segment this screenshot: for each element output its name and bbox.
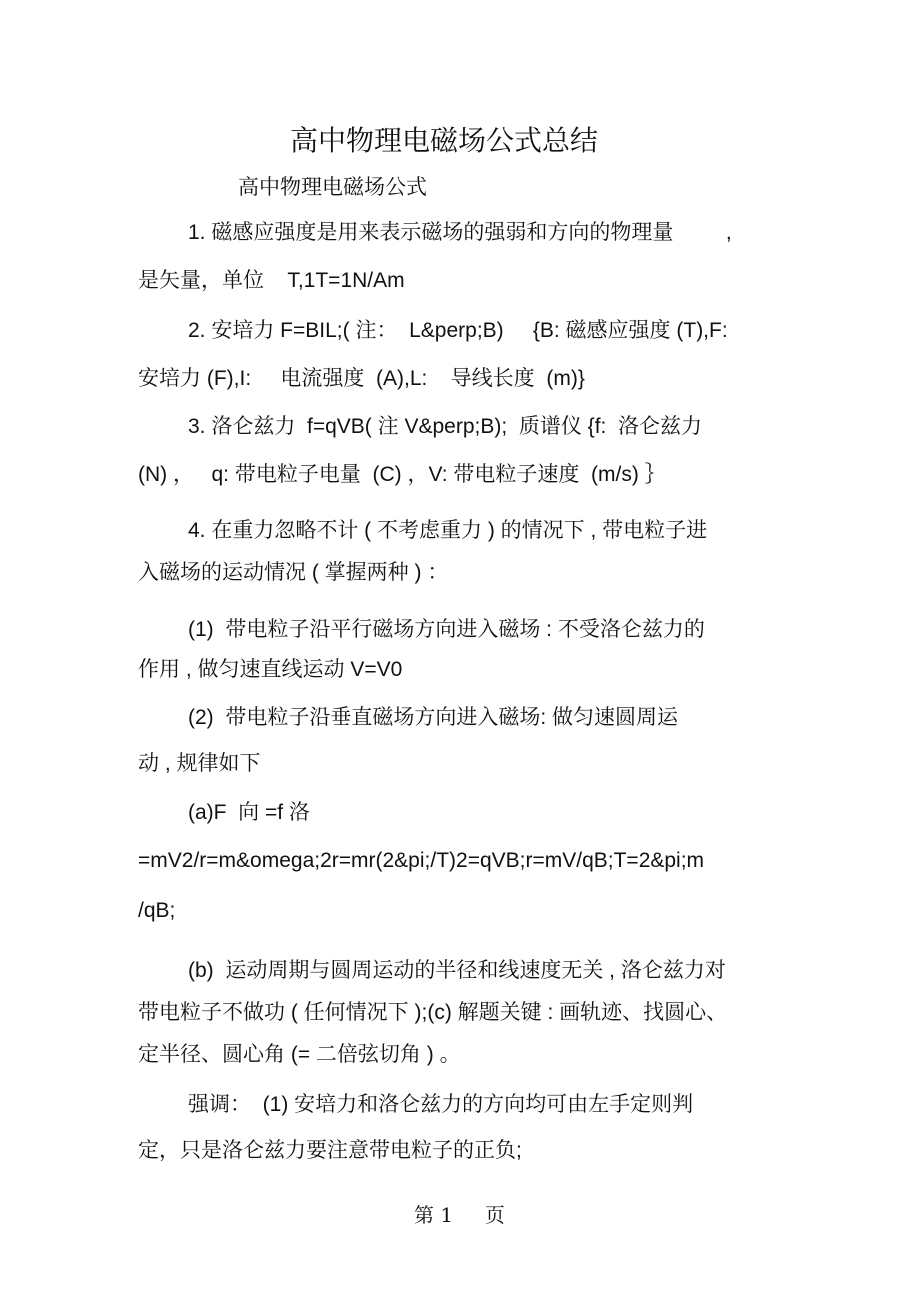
text-line: 4. 在重力忽略不计 ( 不考虑重力 ) 的情况下 , 带电粒子进 (188, 519, 708, 542)
text-line: 带电粒子不做功 ( 任何情况下 );(c) 解题关键 : 画轨迹、找圆心、 (138, 1001, 728, 1024)
text-line: 是矢量，单位 T,1T=1N/Am (138, 269, 405, 292)
text-line: 2. 安培力 F=BIL;( 注： L&perp;B) {B: 磁感应强度 (T),F: (188, 319, 728, 342)
text-line: =mV2/r=m&omega;2r=mr(2&pi;/T)2=qVB;r=mV/qB;T=2&pi;m (138, 849, 705, 872)
document-title: 高中物理电磁场公式总结 (290, 124, 599, 157)
text-line: (N) ， q: 带电粒子电量 (C) ，V: 带电粒子速度 (m/s) ｝ (138, 463, 666, 486)
text-line: 定，只是洛仑兹力要注意带电粒子的正负; (138, 1139, 522, 1162)
text-line: 强调： (1) 安培力和洛仑兹力的方向均可由左手定则判 (188, 1093, 694, 1116)
text-line: (2) 带电粒子沿垂直磁场方向进入磁场: 做匀速圆周运 (188, 706, 679, 729)
text-line: 动 , 规律如下 (138, 752, 261, 775)
text-line: (a)F 向 =f 洛 (188, 801, 310, 824)
page-number: 第 1 页 (414, 1203, 505, 1227)
text-line: 入磁场的运动情况 ( 掌握两种 ) ： (138, 561, 449, 584)
text-line: 1. 磁感应强度是用来表示磁场的强弱和方向的物理量 , (188, 221, 732, 244)
text-line: 作用 , 做匀速直线运动 V=V0 (138, 658, 403, 681)
text-line: (b) 运动周期与圆周运动的半径和线速度无关 , 洛仑兹力对 (188, 959, 726, 982)
text-line: /qB; (138, 899, 176, 922)
text-line: 定半径、圆心角 (= 二倍弦切角 ) 。 (138, 1043, 461, 1066)
text-line: 安培力 (F),I: 电流强度 (A),L: 导线长度 (m)} (138, 367, 585, 390)
text-line: (1) 带电粒子沿平行磁场方向进入磁场 : 不受洛仑兹力的 (188, 618, 705, 641)
text-line: 3. 洛仑兹力 f=qVB( 注 V&perp;B); 质谱仪 {f: 洛仑兹力 (188, 415, 703, 438)
document-subtitle: 高中物理电磁场公式 (238, 175, 427, 199)
